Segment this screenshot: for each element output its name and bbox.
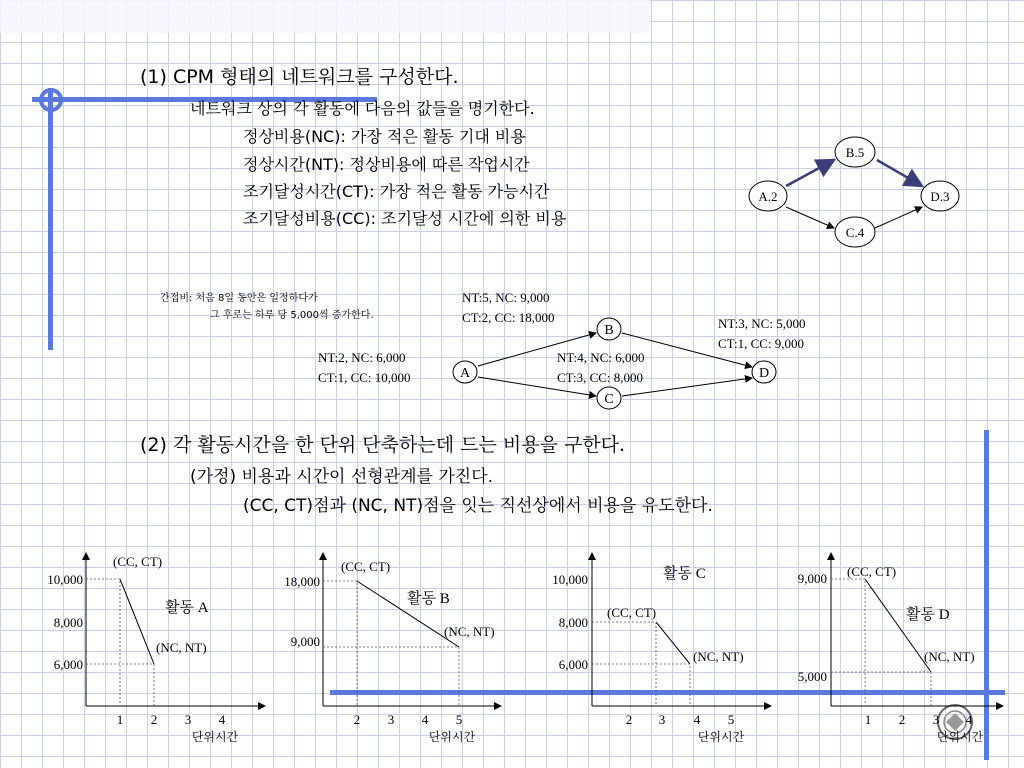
section1-subtitle: 네트워크 상의 각 활동에 다음의 값들을 명기한다. (190, 99, 535, 118)
chart-b-y-tick-1: 18,000 (284, 574, 320, 589)
chart-c-guides (592, 622, 690, 706)
indirect-cost-note-line2: 그 후로는 하루 당 5,000씩 증가한다. (210, 310, 374, 321)
chart-c-y-tick-3: 6,000 (558, 657, 588, 672)
small-node-b-label: B.5 (845, 145, 865, 160)
node-c-normal-label: NT:4, NC: 6,000 (557, 350, 645, 365)
node-b-normal-label: NT:5, NC: 9,000 (462, 290, 550, 305)
chart-activity-a (47, 554, 262, 744)
chart-c-nc-label: (NC, NT) (693, 649, 744, 664)
chart-d-cc-label: (CC, CT) (847, 564, 897, 579)
chart-b-nc-label: (NC, NT) (444, 624, 495, 639)
chart-d-nc-label: (NC, NT) (924, 649, 975, 664)
chart-d-x-label: 단위시간 (936, 730, 984, 744)
section2-method: (CC, CT)점과 (NC, NT)점을 잇는 직선상에서 비용을 유도한다. (243, 496, 713, 516)
indirect-cost-note-line1: 간접비: 처음 8일 동안은 일정하다가 (160, 293, 318, 304)
node-a-label: A (459, 366, 471, 381)
chart-c-x-label: 단위시간 (697, 730, 745, 744)
node-a-crash-label: CT:1, CC: 10,000 (318, 370, 411, 385)
node-a-normal-label: NT:2, NC: 6,000 (318, 350, 406, 365)
node-b-label: B (604, 323, 614, 338)
chart-d-y-tick-2: 5,000 (797, 669, 827, 684)
chart-c-title: 활동 C (663, 566, 706, 582)
chart-a-y-tick-1: 10,000 (47, 572, 83, 587)
chart-c-cc-label: (CC, CT) (607, 605, 657, 620)
chart-a-cost-line (120, 579, 154, 664)
definition-cc: 조기달성비용(CC): 조기달성 시간에 의한 비용 (243, 209, 567, 228)
chart-c-x-tick-2: 3 (658, 712, 666, 727)
chart-d-guides (831, 579, 931, 706)
chart-a-nc-label: (NC, NT) (156, 640, 207, 655)
node-d-normal-label: NT:3, NC: 5,000 (718, 316, 806, 331)
chart-d-title: 활동 D (906, 607, 950, 623)
chart-a-y-tick-3: 6,000 (53, 657, 83, 672)
chart-d-cost-line (865, 579, 931, 672)
chart-a-x-tick-1: 1 (116, 712, 124, 727)
section2-assumption: (가정) 비용과 시간이 선형관계를 가진다. (190, 467, 494, 487)
chart-activity-d (798, 556, 1000, 744)
chart-b-x-tick-3: 4 (421, 712, 429, 727)
node-b-crash-label: CT:2, CC: 18,000 (462, 310, 555, 325)
chart-a-x-tick-2: 2 (150, 712, 158, 727)
chart-a-x-label: 단위시간 (191, 730, 239, 744)
section1-title: (1) CPM 형태의 네트워크를 구성한다. (140, 66, 459, 88)
chart-c-y-tick-1: 10,000 (552, 572, 588, 587)
chart-b-title: 활동 B (407, 591, 450, 607)
chart-b-cc-label: (CC, CT) (341, 559, 391, 574)
definition-nc: 정상비용(NC): 가장 적은 활동 기대 비용 (243, 127, 526, 146)
chart-activity-b (284, 556, 498, 744)
chart-activity-c (552, 556, 768, 744)
node-c-crash-label: CT:3, CC: 8,000 (557, 370, 644, 385)
node-c-label: C (604, 392, 614, 407)
small-node-a-label: A.2 (758, 189, 778, 204)
chart-a-title: 활동 A (165, 600, 209, 616)
chart-a-y-tick-2: 8,000 (53, 615, 83, 630)
chart-a-x-tick-3: 3 (184, 712, 192, 727)
chart-d-x-tick-2: 2 (898, 712, 906, 727)
chart-b-x-tick-1: 2 (353, 712, 361, 727)
chart-b-y-tick-2: 9,000 (290, 634, 320, 649)
chart-b-x-label: 단위시간 (428, 730, 476, 744)
chart-c-cost-line (656, 622, 690, 664)
chart-a-guides (86, 579, 154, 706)
chart-d-x-tick-1: 1 (864, 712, 872, 727)
chart-d-x-tick-3: 3 (932, 712, 940, 727)
small-node-c-label: C.4 (845, 225, 865, 240)
definition-ct: 조기달성시간(CT): 가장 적은 활동 가능시간 (243, 182, 550, 201)
chart-b-x-tick-2: 3 (387, 712, 395, 727)
chart-b-x-tick-4: 5 (455, 712, 463, 727)
chart-a-x-tick-4: 4 (218, 712, 226, 727)
section2-title: (2) 각 활동시간을 한 단위 단축하는데 드는 비용을 구한다. (140, 434, 626, 456)
chart-c-x-tick-1: 2 (625, 712, 633, 727)
definition-nt: 정상시간(NT): 정상비용에 따른 작업시간 (243, 155, 530, 174)
node-d-label: D (758, 366, 770, 381)
chart-c-x-tick-3: 4 (693, 712, 701, 727)
chart-d-x-tick-4: 4 (965, 712, 973, 727)
chart-c-y-tick-2: 8,000 (558, 615, 588, 630)
node-d-crash-label: CT:1, CC: 9,000 (718, 336, 805, 351)
chart-a-cc-label: (CC, CT) (113, 554, 163, 569)
small-node-d-label: D.3 (930, 189, 950, 204)
chart-d-y-tick-1: 9,000 (797, 571, 827, 586)
chart-c-x-tick-4: 5 (727, 712, 735, 727)
